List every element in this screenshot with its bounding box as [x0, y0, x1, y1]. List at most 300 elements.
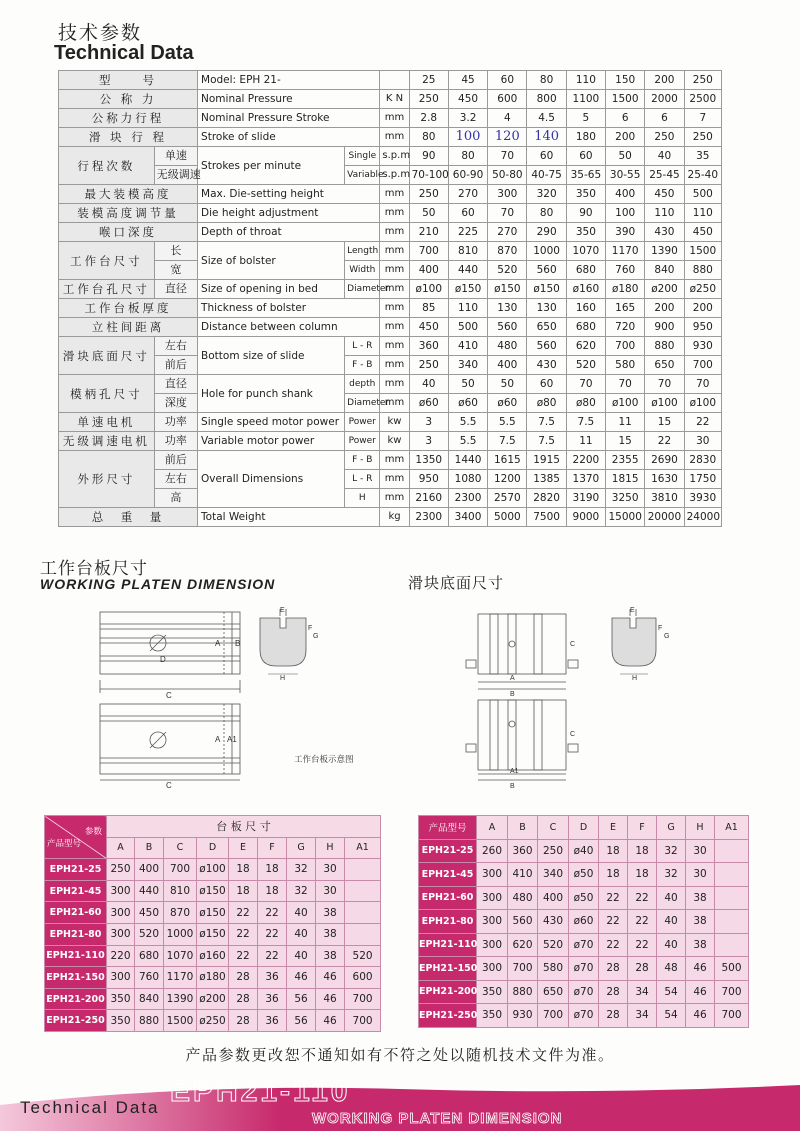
spec-value: 450 [448, 90, 487, 109]
spec-label-en: Single speed motor power [198, 413, 345, 432]
spec-row [59, 90, 722, 109]
value-cell: 28 [628, 957, 657, 981]
corner-param: 参数 [84, 827, 102, 838]
spec-value: 700 [606, 337, 645, 356]
spec-unit: mm [380, 299, 409, 318]
value-cell: 46 [686, 957, 715, 981]
spec-value: 130 [527, 299, 566, 318]
spec-label-en: Strokes per minute [198, 147, 345, 185]
spec-value: 50-80 [488, 166, 527, 185]
value-cell: 680 [135, 945, 164, 967]
value-cell: 220 [107, 945, 135, 967]
spec-value: 70 [684, 375, 721, 394]
spec-value: 500 [448, 318, 487, 337]
spec-specifier: Variable [345, 166, 380, 185]
table-row [419, 910, 749, 934]
spec-value: ø60 [409, 394, 448, 413]
spec-value: 930 [684, 337, 721, 356]
value-cell: 22 [229, 945, 258, 967]
value-cell: 46 [287, 967, 316, 989]
value-cell: 48 [657, 957, 686, 981]
column-header: C [164, 837, 197, 859]
spec-label-en: Thickness of bolster [198, 299, 380, 318]
spec-value: 90 [409, 147, 448, 166]
table-row [419, 1004, 749, 1028]
value-cell: 600 [345, 967, 381, 989]
spec-specifier: H [345, 489, 380, 508]
spec-value: 650 [527, 318, 566, 337]
spec-value: 390 [606, 223, 645, 242]
spec-label-en: Bottom size of slide [198, 337, 345, 375]
page-title-en: Technical Data [54, 42, 194, 64]
value-cell: 700 [715, 1004, 749, 1028]
spec-value: 1200 [488, 470, 527, 489]
spec-value: 2500 [684, 90, 721, 109]
spec-value: 7 [684, 109, 721, 128]
spec-value: ø80 [527, 394, 566, 413]
spec-row [59, 280, 722, 299]
value-cell: 40 [657, 910, 686, 934]
spec-value: 1500 [684, 242, 721, 261]
value-cell: 430 [538, 910, 569, 934]
slide-bottom-title-cn: 滑块底面尺寸 [408, 574, 505, 592]
value-cell: 22 [229, 923, 258, 945]
spec-unit: mm [380, 204, 409, 223]
spec-value: 2820 [527, 489, 566, 508]
spec-value: 20000 [645, 508, 684, 527]
spec-value: 35-65 [566, 166, 605, 185]
spec-label-cn: 公称力行程 [59, 109, 198, 128]
value-cell: 300 [477, 933, 508, 957]
value-cell: 36 [258, 988, 287, 1010]
group-header: 台 板 尺 寸 [107, 816, 381, 838]
spec-specifier: depth [345, 375, 380, 394]
spec-value: 150 [606, 71, 645, 90]
value-cell: 30 [686, 839, 715, 863]
spec-unit: kg [380, 508, 409, 527]
spec-value: 2830 [684, 451, 721, 470]
value-cell: ø70 [569, 980, 599, 1004]
spec-value: 200 [606, 128, 645, 147]
spec-value: 15 [645, 413, 684, 432]
table-row [419, 863, 749, 887]
spec-value: 90 [566, 204, 605, 223]
column-header: C [538, 816, 569, 840]
value-cell: ø70 [569, 1004, 599, 1028]
value-cell: 520 [538, 933, 569, 957]
value-cell: 500 [715, 957, 749, 981]
spec-value: 3190 [566, 489, 605, 508]
spec-value: 520 [488, 261, 527, 280]
value-cell: 520 [135, 923, 164, 945]
spec-value: 11 [566, 432, 605, 451]
spec-value: 300 [488, 185, 527, 204]
value-cell: 46 [316, 967, 345, 989]
column-header: H [686, 816, 715, 840]
spec-value: 50 [409, 204, 448, 223]
value-cell: 700 [345, 988, 381, 1010]
value-cell: ø60 [569, 910, 599, 934]
spec-label-cn: 最大装模高度 [59, 185, 198, 204]
value-cell: 34 [628, 980, 657, 1004]
value-cell: ø180 [197, 967, 229, 989]
spec-value: 700 [409, 242, 448, 261]
spec-value: 2.8 [409, 109, 448, 128]
value-cell: 410 [508, 863, 538, 887]
spec-value: 3400 [448, 508, 487, 527]
spec-value: 400 [488, 356, 527, 375]
model-cell: EPH21-60 [45, 902, 107, 924]
spec-value: 3930 [684, 489, 721, 508]
spec-unit: mm [380, 261, 409, 280]
spec-value: 11 [606, 413, 645, 432]
spec-value: 50 [606, 147, 645, 166]
spec-value: 180 [566, 128, 605, 147]
value-cell [345, 880, 381, 902]
spec-value: 430 [527, 356, 566, 375]
spec-value: 250 [684, 128, 721, 147]
spec-value: 45 [448, 71, 487, 90]
spec-value: 3 [409, 413, 448, 432]
value-cell: 30 [686, 863, 715, 887]
spec-sublabel: 深度 [154, 394, 197, 413]
model-cell: EPH21-45 [419, 863, 477, 887]
spec-value: 4 [488, 109, 527, 128]
spec-value: 950 [409, 470, 448, 489]
value-cell: 18 [599, 839, 628, 863]
spec-value: 430 [645, 223, 684, 242]
label-h: H [280, 675, 286, 682]
value-cell [715, 910, 749, 934]
spec-value: 400 [409, 261, 448, 280]
spec-value: 1000 [527, 242, 566, 261]
value-cell: 22 [229, 902, 258, 924]
spec-unit: kw [380, 413, 409, 432]
spec-value: 350 [566, 185, 605, 204]
value-cell: 300 [477, 957, 508, 981]
model-cell: EPH21-45 [45, 880, 107, 902]
spec-value: 2300 [409, 508, 448, 527]
spec-value: 40 [409, 375, 448, 394]
column-header: E [229, 837, 258, 859]
value-cell: 880 [135, 1010, 164, 1032]
value-cell: 38 [316, 902, 345, 924]
value-cell: 1500 [164, 1010, 197, 1032]
column-header: B [508, 816, 538, 840]
disclaimer-note: 产品参数更改恕不通知如有不符之处以随机技术文件为准。 [185, 1046, 615, 1064]
spec-value: 70 [488, 204, 527, 223]
spec-value: ø150 [488, 280, 527, 299]
spec-value: 1100 [566, 90, 605, 109]
spec-row [59, 185, 722, 204]
spec-label-en: Total Weight [198, 508, 380, 527]
spec-value: 650 [645, 356, 684, 375]
spec-specifier: L - R [345, 337, 380, 356]
spec-value: 40 [645, 147, 684, 166]
value-cell: 22 [628, 933, 657, 957]
spec-value: 880 [645, 337, 684, 356]
spec-unit: mm [380, 337, 409, 356]
slide-label-a: A [510, 675, 515, 682]
spec-value: 720 [606, 318, 645, 337]
spec-sublabel: 前后 [154, 356, 197, 375]
spec-sublabel: 直径 [154, 280, 197, 299]
value-cell [715, 886, 749, 910]
value-cell: 28 [599, 957, 628, 981]
spec-value: 2300 [448, 489, 487, 508]
spec-value: 210 [409, 223, 448, 242]
spec-value: 3 [409, 432, 448, 451]
spec-label-cn: 工作台板厚度 [59, 299, 198, 318]
spec-value: ø100 [606, 394, 645, 413]
spec-value: 60 [566, 147, 605, 166]
model-cell: EPH21-60 [419, 886, 477, 910]
spec-sublabel: 前后 [154, 451, 197, 470]
value-cell: 38 [686, 933, 715, 957]
spec-value: 2000 [645, 90, 684, 109]
table-row [45, 988, 381, 1010]
value-cell [715, 839, 749, 863]
value-cell: ø50 [569, 886, 599, 910]
spec-value: 450 [409, 318, 448, 337]
value-cell: 350 [477, 1004, 508, 1028]
spec-specifier: Power [345, 413, 380, 432]
column-header: F [628, 816, 657, 840]
slide-section-diagram [604, 604, 674, 684]
value-cell: ø150 [197, 902, 229, 924]
value-cell: 32 [287, 880, 316, 902]
spec-value: 560 [488, 318, 527, 337]
spec-sublabel: 左右 [154, 470, 197, 489]
spec-label-cn: 外形尺寸 [59, 451, 155, 508]
spec-value: 290 [527, 223, 566, 242]
spec-label-en: Max. Die-setting height [198, 185, 380, 204]
spec-value: 4.5 [527, 109, 566, 128]
spec-value: 480 [488, 337, 527, 356]
spec-value: ø150 [448, 280, 487, 299]
spec-value: 340 [448, 356, 487, 375]
spec-value: 110 [684, 204, 721, 223]
spec-value: 1750 [684, 470, 721, 489]
value-cell: 300 [477, 863, 508, 887]
spec-value: 580 [606, 356, 645, 375]
spec-value: 60 [448, 204, 487, 223]
value-cell: 350 [107, 988, 135, 1010]
column-header: F [258, 837, 287, 859]
spec-value: 410 [448, 337, 487, 356]
spec-value: 950 [684, 318, 721, 337]
spec-value: 800 [527, 90, 566, 109]
slide-front-view [478, 700, 566, 770]
value-cell: 1000 [164, 923, 197, 945]
slide-label-b-2: B [510, 783, 515, 790]
diagram-caption: 工作台板示意图 [294, 755, 354, 765]
spec-label-cn: 工作台尺寸 [59, 242, 155, 280]
spec-label-cn: 公 称 力 [59, 90, 198, 109]
spec-value: 140 [527, 128, 566, 147]
spec-value: 24000 [684, 508, 721, 527]
spec-specifier: Length [345, 242, 380, 261]
spec-value: 9000 [566, 508, 605, 527]
spec-specifier: L - R [345, 470, 380, 489]
value-cell: ø70 [569, 957, 599, 981]
value-cell: 32 [657, 863, 686, 887]
column-header: B [135, 837, 164, 859]
spec-sublabel: 无级调速 [154, 166, 197, 185]
spec-row [59, 337, 722, 356]
spec-value: 1350 [409, 451, 448, 470]
value-cell: 38 [316, 945, 345, 967]
spec-sublabel: 高 [154, 489, 197, 508]
spec-value: 40-75 [527, 166, 566, 185]
model-cell: EPH21-25 [419, 839, 477, 863]
value-cell: 18 [258, 880, 287, 902]
slide-label-b: B [510, 691, 515, 698]
table-row [45, 967, 381, 989]
spec-value: 7.5 [527, 413, 566, 432]
value-cell: 880 [508, 980, 538, 1004]
spec-value: 1815 [606, 470, 645, 489]
spec-value: 22 [645, 432, 684, 451]
spec-row [59, 71, 722, 90]
table-row [45, 945, 381, 967]
model-cell: EPH21-110 [45, 945, 107, 967]
value-cell: 54 [657, 1004, 686, 1028]
value-cell: 36 [258, 1010, 287, 1032]
label-a-2: A [215, 735, 221, 744]
value-cell: 520 [345, 945, 381, 967]
value-cell: 480 [508, 886, 538, 910]
spec-value: 60 [488, 71, 527, 90]
footer-subtitle: WORKING PLATEN DIMENSION [312, 1110, 563, 1127]
column-header: E [599, 816, 628, 840]
spec-value: 1630 [645, 470, 684, 489]
slide-diagram [458, 604, 588, 790]
value-cell: 18 [628, 863, 657, 887]
spec-value: 250 [409, 90, 448, 109]
spec-row [59, 318, 722, 337]
spec-value: 840 [645, 261, 684, 280]
model-cell: EPH21-25 [45, 859, 107, 881]
spec-label-cn: 行程次数 [59, 147, 155, 185]
table-row [419, 980, 749, 1004]
column-header: D [569, 816, 599, 840]
spec-value: 560 [527, 337, 566, 356]
value-cell: ø150 [197, 923, 229, 945]
spec-row [59, 147, 722, 166]
spec-sublabel: 功率 [154, 432, 197, 451]
spec-value: 80 [448, 147, 487, 166]
spec-unit: mm [380, 451, 409, 470]
value-cell: 350 [107, 1010, 135, 1032]
value-cell: 38 [316, 923, 345, 945]
value-cell: 28 [229, 1010, 258, 1032]
value-cell: 56 [287, 1010, 316, 1032]
value-cell: 18 [628, 839, 657, 863]
value-cell: 300 [107, 923, 135, 945]
spec-value: 3810 [645, 489, 684, 508]
corner-cell [45, 816, 107, 859]
spec-unit: mm [380, 223, 409, 242]
spec-value: 870 [488, 242, 527, 261]
spec-value: 100 [606, 204, 645, 223]
spec-unit: mm [380, 242, 409, 261]
table-row [45, 880, 381, 902]
spec-label-en: Size of bolster [198, 242, 345, 280]
spec-value: 320 [527, 185, 566, 204]
spec-value: 3.2 [448, 109, 487, 128]
spec-value: 15 [606, 432, 645, 451]
spec-label-cn: 立柱间距离 [59, 318, 198, 337]
value-cell: 18 [229, 859, 258, 881]
value-cell: 250 [538, 839, 569, 863]
spec-value: 7500 [527, 508, 566, 527]
value-cell: 300 [107, 967, 135, 989]
spec-value: 560 [527, 261, 566, 280]
spec-value: 250 [684, 71, 721, 90]
working-platen-title-cn: 工作台板尺寸 [40, 559, 148, 579]
slide-top-view [478, 614, 566, 674]
value-cell: 400 [538, 886, 569, 910]
spec-value: 400 [606, 185, 645, 204]
value-cell: 28 [229, 988, 258, 1010]
page-title-cn: 技术参数 [58, 22, 143, 44]
slide-dimension-table [418, 815, 749, 1028]
value-cell: 620 [508, 933, 538, 957]
value-cell: 340 [538, 863, 569, 887]
spec-value: 70 [566, 375, 605, 394]
spec-specifier: Power [345, 432, 380, 451]
value-cell: 32 [287, 859, 316, 881]
value-cell: 840 [135, 988, 164, 1010]
spec-value: 25-45 [645, 166, 684, 185]
spec-value: 5.5 [448, 432, 487, 451]
spec-specifier: Diameter [345, 280, 380, 299]
spec-value: 760 [606, 261, 645, 280]
spec-value: 200 [684, 299, 721, 318]
value-cell: ø150 [197, 880, 229, 902]
column-header: G [287, 837, 316, 859]
value-cell: 700 [164, 859, 197, 881]
spec-unit: mm [380, 489, 409, 508]
spec-value: 1385 [527, 470, 566, 489]
spec-value: ø60 [448, 394, 487, 413]
column-header: G [657, 816, 686, 840]
spec-value: 165 [606, 299, 645, 318]
working-platen-title-en: WORKING PLATEN DIMENSION [40, 576, 276, 592]
spec-row [59, 242, 722, 261]
spec-value: 1390 [645, 242, 684, 261]
model-cell: EPH21-200 [419, 980, 477, 1004]
spec-sublabel: 功率 [154, 413, 197, 432]
value-cell: 22 [599, 886, 628, 910]
spec-value: 225 [448, 223, 487, 242]
spec-table [58, 70, 722, 527]
spec-value: ø200 [645, 280, 684, 299]
spec-value: 35 [684, 147, 721, 166]
spec-unit: mm [380, 394, 409, 413]
spec-unit: mm [380, 128, 409, 147]
value-cell: 760 [135, 967, 164, 989]
label-c: C [166, 691, 172, 700]
spec-unit: mm [380, 470, 409, 489]
spec-label-cn: 滑 块 行 程 [59, 128, 198, 147]
spec-value: 2570 [488, 489, 527, 508]
spec-unit: mm [380, 356, 409, 375]
spec-unit: mm [380, 109, 409, 128]
value-cell: 22 [628, 886, 657, 910]
value-cell: 18 [599, 863, 628, 887]
